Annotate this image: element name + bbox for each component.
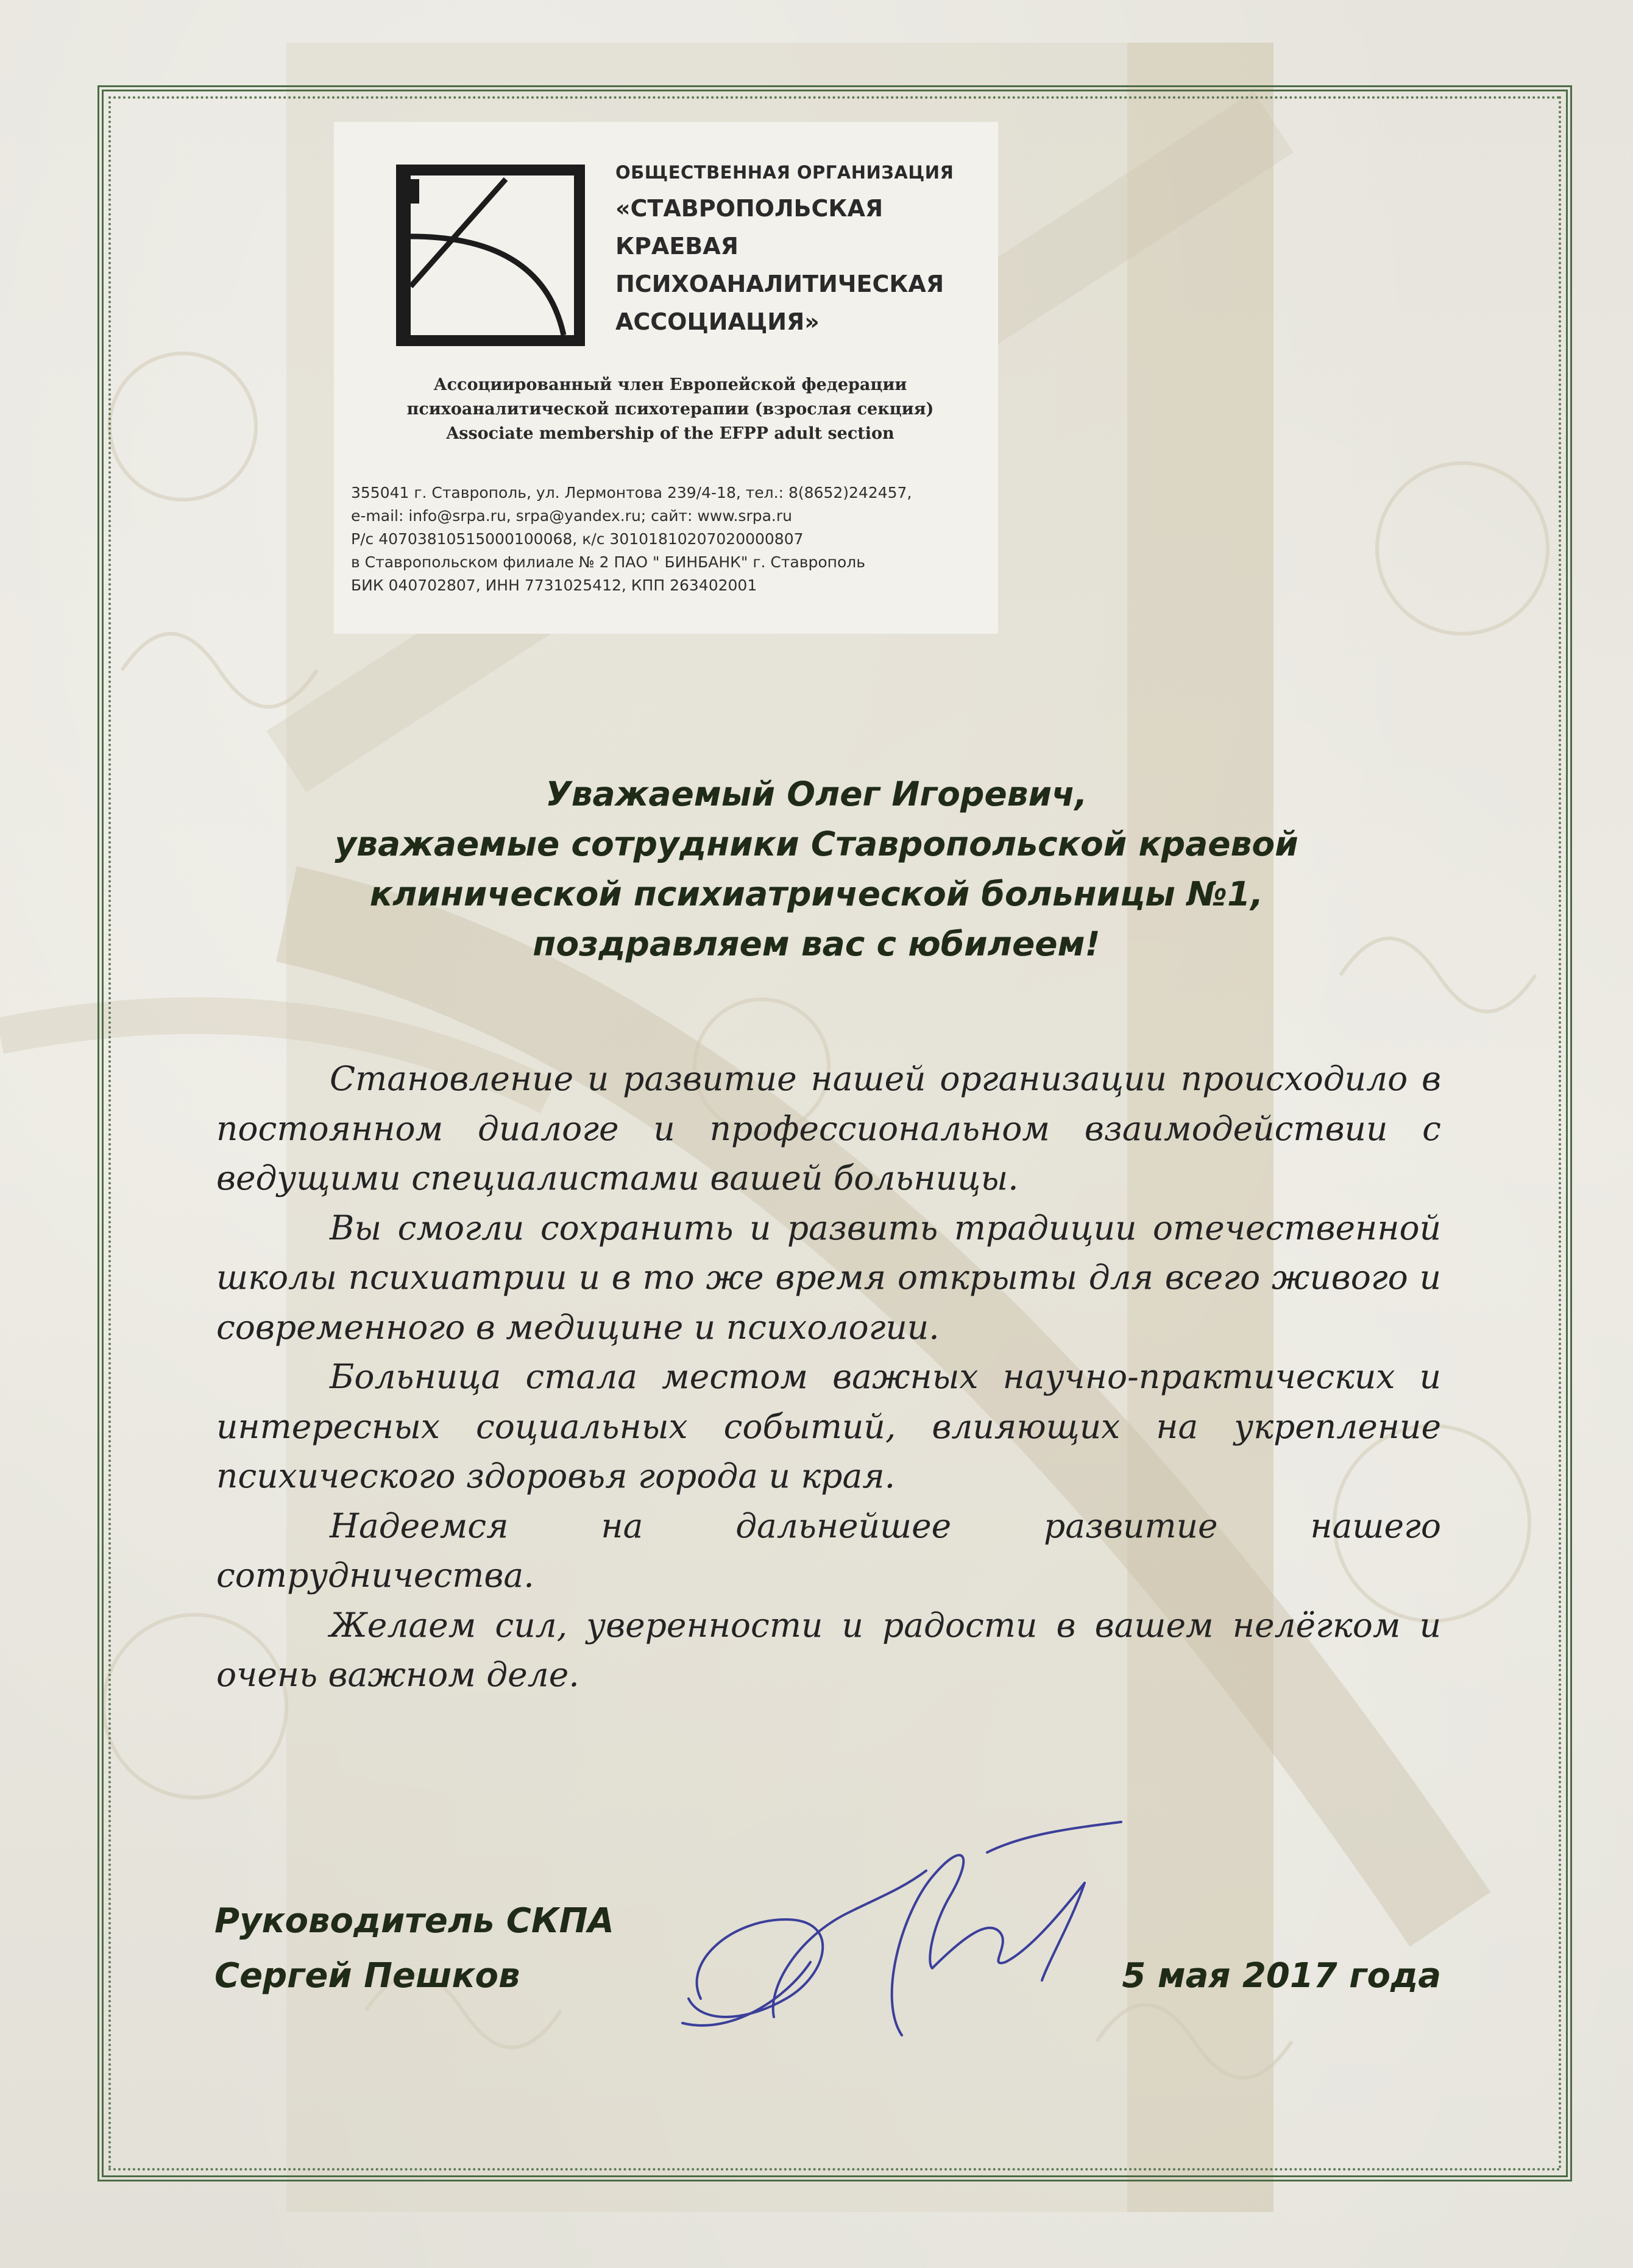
- org-name-line: ПСИХОАНАЛИТИЧЕСКАЯ: [615, 270, 944, 297]
- greeting-line: клинической психиатрической больницы №1,: [369, 874, 1264, 913]
- body-paragraph: Желаем сил, уверенности и радости в вашем нелёгком и очень важном деле.: [216, 1605, 1441, 1694]
- body-paragraph: Становление и развитие нашей организации происходило в постоянном диалоге и профессиональном взаимодействии с ведущими специалистами вашей больницы.: [216, 1059, 1441, 1197]
- org-name-line: «СТАВРОПОЛЬСКАЯ: [615, 194, 884, 222]
- membership-statement: [366, 373, 975, 446]
- org-name-line: АССОЦИАЦИЯ»: [615, 308, 820, 335]
- ksp-logo-icon: [396, 165, 585, 346]
- letter-date: 5 мая 2017 года: [1122, 1956, 1441, 1996]
- letter-body: [216, 1054, 1441, 1700]
- greeting-heading: [183, 769, 1450, 969]
- org-type: ОБЩЕСТВЕННАЯ ОРГАНИЗАЦИЯ: [615, 162, 954, 183]
- handwritten-signature: [646, 1816, 1194, 2072]
- organization-title: [615, 162, 954, 341]
- signatory-block: [214, 1894, 614, 2004]
- membership-line: Ассоциированный член Европейской федерации: [433, 375, 907, 394]
- contact-line: Р/с 40703810515000100068, к/с 30101810207020000807: [351, 530, 804, 548]
- membership-line: психоаналитической психотерапии (взрослая секция): [406, 400, 934, 419]
- contact-line: 355041 г. Ставрополь, ул. Лермонтова 239/4-18, тел.: 8(8652)242457,: [351, 484, 912, 501]
- body-paragraph: Надеемся на дальнейшее развитие нашего сотрудничества.: [216, 1506, 1441, 1595]
- membership-line: Associate membership of the EFPP adult section: [446, 424, 894, 443]
- body-paragraph: Больница стала местом важных научно-практических и интересных социальных событий, влияющих на укрепление психического здоровья города и края.: [216, 1357, 1441, 1495]
- contact-line: в Ставропольском филиале № 2 ПАО " БИНБАНК" г. Ставрополь: [351, 553, 865, 571]
- signatory-name: Сергей Пешков: [214, 1956, 520, 1996]
- greeting-line: уважаемые сотрудники Ставропольской краевой: [335, 824, 1298, 863]
- org-name-line: КРАЕВАЯ: [615, 232, 739, 260]
- contact-details: [351, 481, 991, 597]
- greeting-line: поздравляем вас с юбилеем!: [533, 924, 1100, 963]
- contact-line: БИК 040702807, ИНН 7731025412, КПП 263402001: [351, 576, 757, 594]
- contact-line: e-mail: info@srpa.ru, srpa@yandex.ru; сайт: www.srpa.ru: [351, 507, 792, 525]
- signatory-position: Руководитель СКПА: [214, 1901, 614, 1941]
- body-paragraph: Вы смогли сохранить и развить традиции отечественной школы психиатрии и в то же время открыты для всего живого и современного в медицине и психологии.: [216, 1208, 1441, 1347]
- greeting-line: Уважаемый Олег Игоревич,: [545, 774, 1088, 813]
